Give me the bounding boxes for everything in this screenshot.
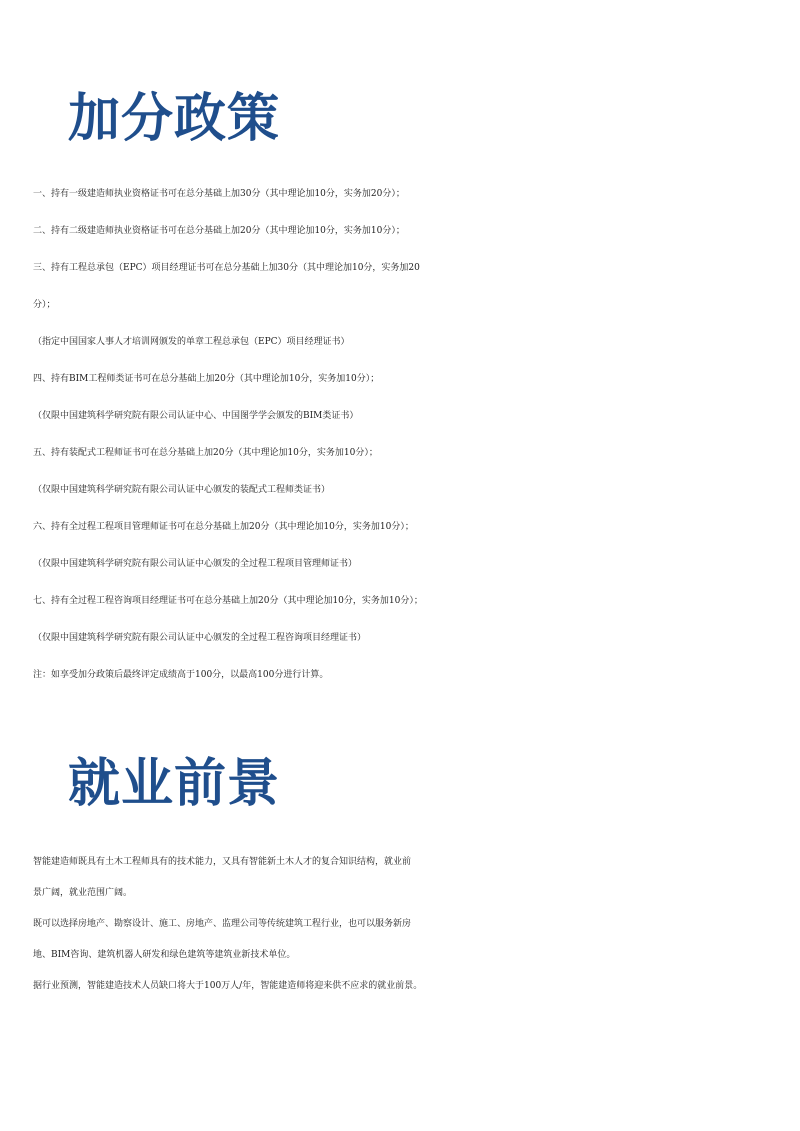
bonus-item-1: 一、持有一级建造师执业资格证书可在总分基础上加30分（其中理论加10分，实务加20分）； [33,189,405,199]
bonus-item-4: 四、持有BIM工程师类证书可在总分基础上加20分（其中理论加10分，实务加10分）； [33,374,380,384]
career-paragraph-2-line-2: 地、BIM咨询、建筑机器人研发和绿色建筑等建筑业新技术单位。 [33,950,296,960]
bonus-item-6: 六、持有全过程工程项目管理师证书可在总分基础上加20分（其中理论加10分，实务加10分）； [33,522,414,532]
bonus-policy-list [0,176,800,694]
career-paragraph-1-line-1: 智能建造师既具有土木工程师具有的技术能力，又具有智能新土木人才的复合知识结构，就业前 [33,857,412,867]
bonus-policy-section [0,80,800,694]
bonus-item-4-note: （仅限中国建筑科学研究院有限公司认证中心、中国图学学会颁发的BIM类证书） [33,411,359,421]
bonus-item-5: 五、持有装配式工程师证书可在总分基础上加20分（其中理论加10分，实务加10分）； [33,448,378,458]
career-outlook-body [0,847,800,1002]
bonus-item-3: 三、持有工程总承包（EPC）项目经理证书可在总分基础上加30分（其中理论加10分，实务加20 [33,263,420,273]
bonus-item-5-note: （仅限中国建筑科学研究院有限公司认证中心颁发的装配式工程师类证书） [33,485,331,495]
bonus-item-7-note: （仅限中国建筑科学研究院有限公司认证中心颁发的全过程工程咨询项目经理证书） [33,633,367,643]
bonus-footnote: 注：如享受加分政策后最终评定成绩高于100分，以最高100分进行计算。 [33,670,329,680]
bonus-item-2: 二、持有二级建造师执业资格证书可在总分基础上加20分（其中理论加10分，实务加10分）； [33,226,405,236]
bonus-item-3-continued: 分）； [33,300,56,310]
career-outlook-heading: 就业前景 [68,754,281,814]
career-paragraph-3: 据行业预测，智能建造技术人员缺口将大于100万人/年，智能建造师将迎来供不应求的就业前景。 [33,981,423,991]
bonus-policy-heading: 加分政策 [68,89,281,149]
bonus-item-3-note: （指定中国国家人事人才培训网颁发的单章工程总承包（EPC）项目经理证书） [33,337,350,347]
career-paragraph-1-line-2: 景广阔，就业范围广阔。 [33,888,133,898]
bonus-item-7: 七、持有全过程工程咨询项目经理证书可在总分基础上加20分（其中理论加10分，实务加10分）； [33,596,423,606]
career-outlook-section [0,745,800,1002]
career-paragraph-2-line-1: 既可以选择房地产、勘察设计、施工、房地产、监理公司等传统建筑工程行业，也可以服务新房 [33,919,412,929]
bonus-item-6-note: （仅限中国建筑科学研究院有限公司认证中心颁发的全过程工程项目管理师证书） [33,559,358,569]
